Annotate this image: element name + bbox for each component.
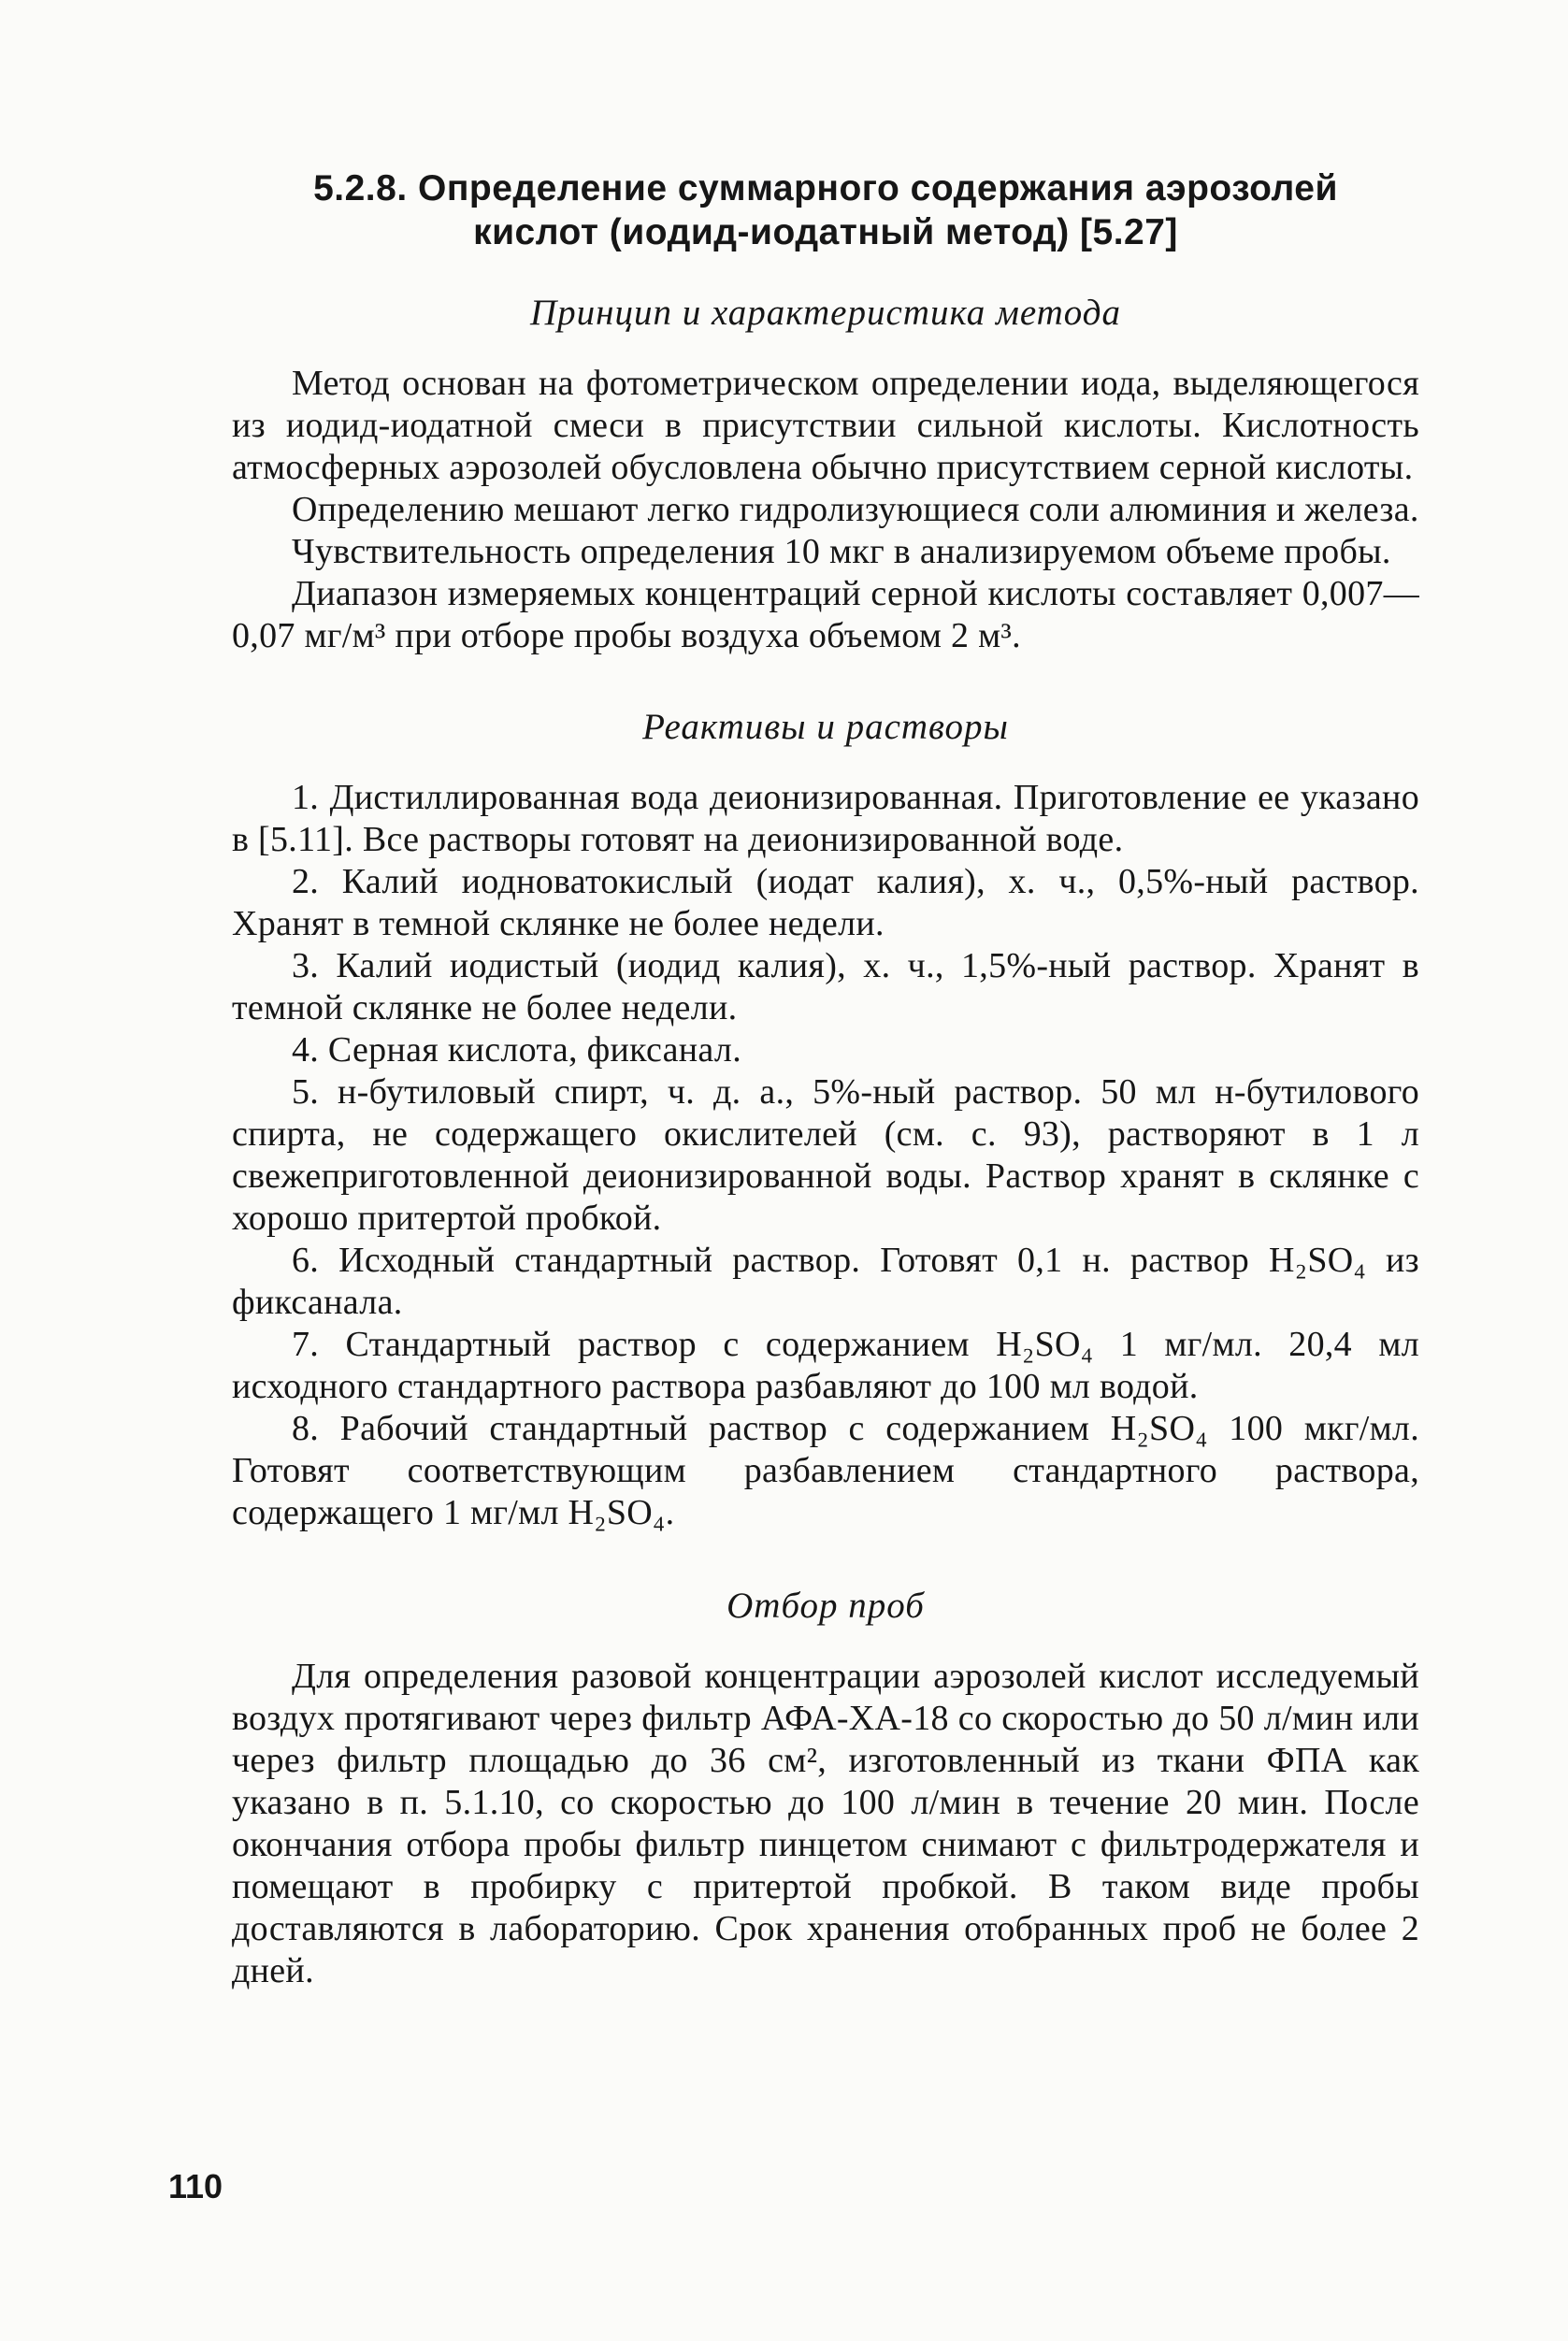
principle-paragraph-1: Метод основан на фотометрическом определении иода, выделяющегося из иодид-иодатной смеси в присутствии сильной кислоты. Кислотность атмосферных аэрозолей обусловлена обычно присутствием серной кислоты. xyxy=(232,364,1419,487)
heading-line-2: кислот (иодид-иодатный метод) [5.27] xyxy=(473,212,1178,252)
principle-title: Принцип и характеристика метода xyxy=(529,293,1122,333)
principle-section xyxy=(232,292,1419,657)
reagent-item-6: 6. Исходный стандартный раствор. Готовят 0,1 н. раствор H₂SO₄ из фиксанала. xyxy=(232,1241,1419,1322)
reagents-title: Реактивы и растворы xyxy=(642,707,1009,747)
reagent-item-7: 7. Стандартный раствор с содержанием H₂SO₄ 1 мг/мл. 20,4 мл исходного стандартного раствора разбавляют до 100 мл водой. xyxy=(232,1325,1419,1406)
principle-paragraph-4: Диапазон измеряемых концентраций серной кислоты составляет 0,007—0,07 мг/м³ при отборе пробы воздуха объемом 2 м³. xyxy=(232,574,1419,655)
page-content xyxy=(232,166,1419,1992)
heading-line-1: 5.2.8. Определение суммарного содержания аэрозолей xyxy=(313,168,1338,208)
reagent-item-2: 2. Калий иодноватокислый (иодат калия), х. ч., 0,5%-ный раствор. Хранят в темной склянке не более недели. xyxy=(232,862,1419,943)
reagent-item-4: 4. Серная кислота, фиксанал. xyxy=(292,1030,741,1070)
reagents-section xyxy=(232,706,1419,1534)
reagent-item-1: 1. Дистиллированная вода деионизированная. Приготовление ее указано в [5.11]. Все растворы готовят на деионизированной воде. xyxy=(232,778,1419,859)
reagent-item-5: 5. н-бутиловый спирт, ч. д. а., 5%-ный раствор. 50 мл н-бутилового спирта, не содержащего окислителей (см. с. 93), растворяют в 1 л свежеприготовленной деионизированной воды. Раствор хранят в склянке с хорошо притертой пробкой. xyxy=(232,1072,1419,1238)
section-heading xyxy=(232,166,1419,254)
principle-paragraph-2: Определению мешают легко гидролизующиеся соли алюминия и железа. xyxy=(292,490,1419,529)
reagent-item-3: 3. Калий иодистый (иодид калия), х. ч., 1,5%-ный раствор. Хранят в темной склянке не более недели. xyxy=(232,946,1419,1027)
principle-paragraph-3: Чувствительность определения 10 мкг в анализируемом объеме пробы. xyxy=(292,532,1391,571)
sampling-paragraph-1: Для определения разовой концентрации аэрозолей кислот исследуемый воздух протягивают через фильтр АФА-ХА-18 со скоростью до 50 л/мин или через фильтр площадью до 36 см², изготовленный из ткани ФПА как указано в п. 5.1.10, со скоростью до 100 л/мин в течение 20 мин. После окончания отбора пробы фильтр пинцетом снимают с фильтродержателя и помещают в пробирку с притертой пробкой. В таком виде пробы доставляются в лабораторию. Срок хранения отобранных проб не более 2 дней. xyxy=(232,1657,1419,1990)
reagent-item-8: 8. Рабочий стандартный раствор с содержанием H₂SO₄ 100 мкг/мл. Готовят соответствующим разбавлением стандартного раствора, содержащего 1 мг/мл H₂SO₄. xyxy=(232,1409,1419,1532)
page-number: 110 xyxy=(168,2167,223,2205)
sampling-title: Отбор проб xyxy=(726,1586,925,1626)
sampling-section xyxy=(232,1585,1419,1992)
